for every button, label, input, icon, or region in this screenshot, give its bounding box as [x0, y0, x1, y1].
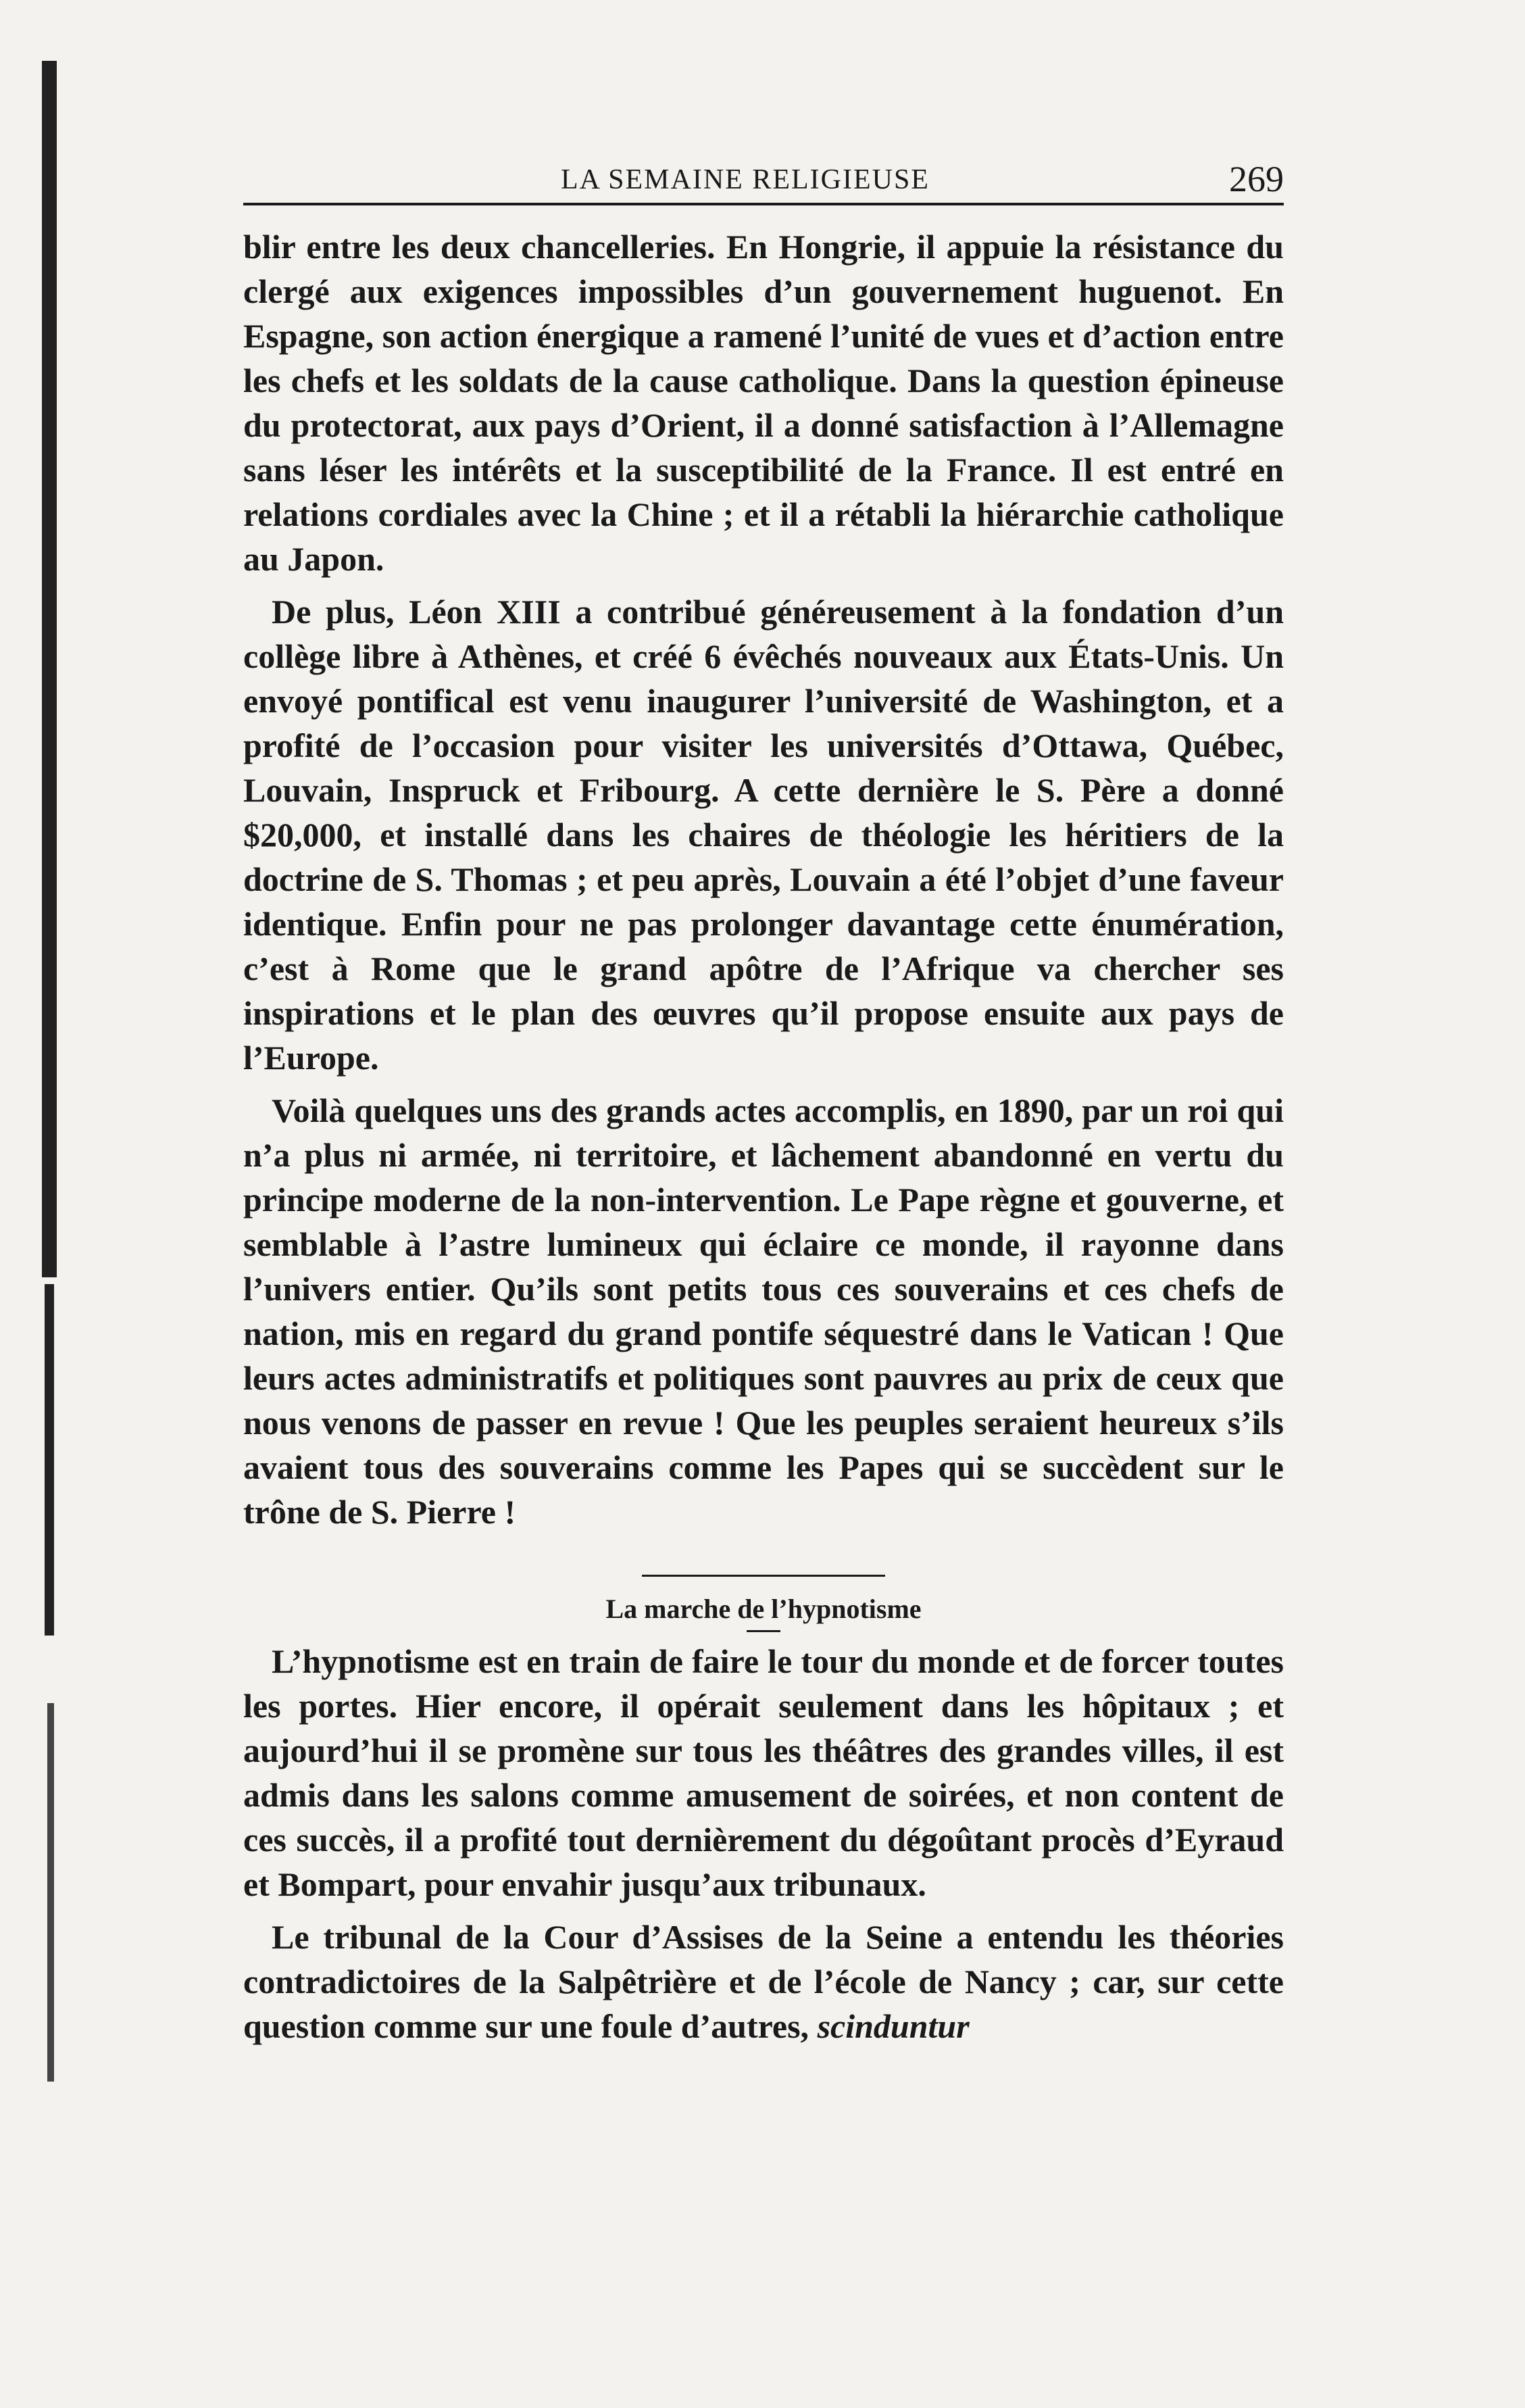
- paragraph: blir entre les deux chancelleries. En Hongrie, il appuie la résistance du clergé aux exigences impossibles d’un gouvernement huguenot. En Espagne, son action énergique a ramené l’unité de vues et d’action entre les chefs et les soldats de la cause catholique. Dans la question épineuse du protectorat, aux pays d’Orient, il a donné satisfaction à l’Allemagne sans léser les intérêts et la susceptibilité de la France. Il est entré en relations cordiales avec la Chine ; et il a rétabli la hiérarchie catholique au Japon.: [243, 228, 1284, 578]
- paragraph: L’hypnotisme est en train de faire le tour du monde et de forcer toutes les portes. Hier encore, il opérait seulement dans les hôpitaux ; et aujourd’hui il se promène sur tous les théâtres des grandes villes, il est admis dans les salons comme amusement de soirées, et non content de ces succès, il a profité tout dernièrement du dégoûtant procès d’Eyraud et Bompart, pour envahir jusqu’aux tribunaux.: [243, 1642, 1284, 1903]
- section-divider: [642, 1575, 885, 1577]
- paragraph: [243, 1915, 1284, 2048]
- page-header: [243, 155, 1284, 205]
- paragraph-text: Le tribunal de la Cour d’Assises de la Seine a entendu les théories contradictoires de la Salpêtrière et de l’école de Nancy ; car, sur cette question comme sur une foule d’autres,: [243, 1918, 1284, 2045]
- paragraph: Voilà quelques uns des grands actes accomplis, en 1890, par un roi qui n’a plus ni armée, ni territoire, et lâchement abandonné en vertu du principe moderne de la non-intervention. Le Pape règne et gouverne, et semblable à l’astre lumineux qui éclaire ce monde, il rayonne dans l’univers entier. Qu’ils sont petits tous ces souverains et ces chefs de nation, mis en regard du grand pontife séquestré dans le Vatican ! Que leurs actes administratifs et politiques sont pauvres au prix de ceux que nous venons de passer en revue ! Que les peuples seraient heureux s’ils avaient tous des souverains comme les Papes qui se succèdent sur le trône de S. Pierre !: [243, 1091, 1284, 1531]
- italic-word: scinduntur: [817, 2007, 970, 2045]
- section-title: La marche de l’hypnotisme: [605, 1594, 922, 1624]
- scan-edge-mark: [45, 1284, 54, 1636]
- scan-edge-mark: [47, 1703, 54, 2082]
- page-content: [243, 205, 1284, 2048]
- page-number: 269: [1229, 159, 1284, 199]
- scan-edge-mark: [42, 61, 57, 1277]
- book-page: [243, 155, 1284, 2284]
- paragraph: De plus, Léon XIII a contribué généreusement à la fondation d’un collège libre à Athènes, et créé 6 évêchés nouveaux aux États-Unis. Un envoyé pontifical est venu inaugurer l’université de Washington, et a profité de l’occasion pour visiter les universités d’Ottawa, Québec, Louvain, Inspruck et Fribourg. A cette dernière le S. Père a donné $20,000, et installé dans les chaires de théologie les héritiers de la doctrine de S. Thomas ; et peu après, Louvain a été l’objet d’une faveur identique. Enfin pour ne pas prolonger davantage cette énumération, c’est à Rome que le grand apôtre de l’Afrique va chercher ses inspirations et le plan des œuvres qu’il propose ensuite aux pays de l’Europe.: [243, 593, 1284, 1077]
- running-title: LA SEMAINE RELIGIEUSE: [561, 164, 930, 195]
- title-rule: [747, 1630, 780, 1632]
